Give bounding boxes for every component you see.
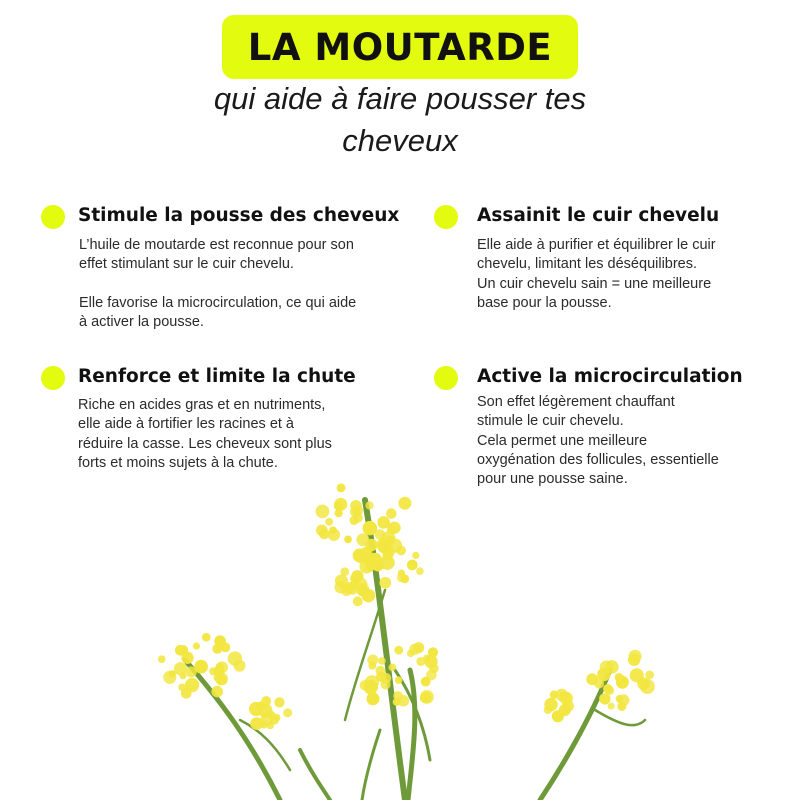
feature-body: Riche en acides gras et en nutriments, elle aide à fortifier les racines et à réduire la casse. Les cheveux sont plus forts et moins sujets à la chute. [78,397,332,471]
subtitle-line-2: cheveux [342,123,458,158]
feature-body: L’huile de moutarde est reconnue pour son effet stimulant sur le cuir chevelu. Elle favorise la microcirculation, ce qui aide à activer la pousse. [79,237,357,330]
page-title: LA MOUTARDE [247,25,553,69]
bullet-dot-icon [41,366,65,390]
bullet-dot-icon [434,205,458,229]
feature-body: Elle aide à purifier et équilibrer le cuir chevelu, limitant les déséquilibres. Un cuir chevelu sain = une meilleure base pour la pousse. [477,237,716,311]
bullet-dot-icon [41,205,65,229]
feature-body: Son effet légèrement chauffant stimule le cuir chevelu. Cela permet une meilleure oxygénation des follicules, essentielle pour une pousse saine. [477,394,719,488]
bullet-dot-icon [434,366,458,390]
feature-title: Renforce et limite la chute [78,366,356,387]
feature-title: Assainit le cuir chevelu [477,205,720,226]
page-subtitle [150,78,650,162]
feature-title: Active la microcirculation [477,366,743,387]
subtitle-line-1: qui aide à faire pousser tes [213,81,587,116]
title-badge [222,15,578,79]
mustard-flower-plant-icon [140,470,680,800]
feature-title: Stimule la pousse des cheveux [78,205,400,226]
